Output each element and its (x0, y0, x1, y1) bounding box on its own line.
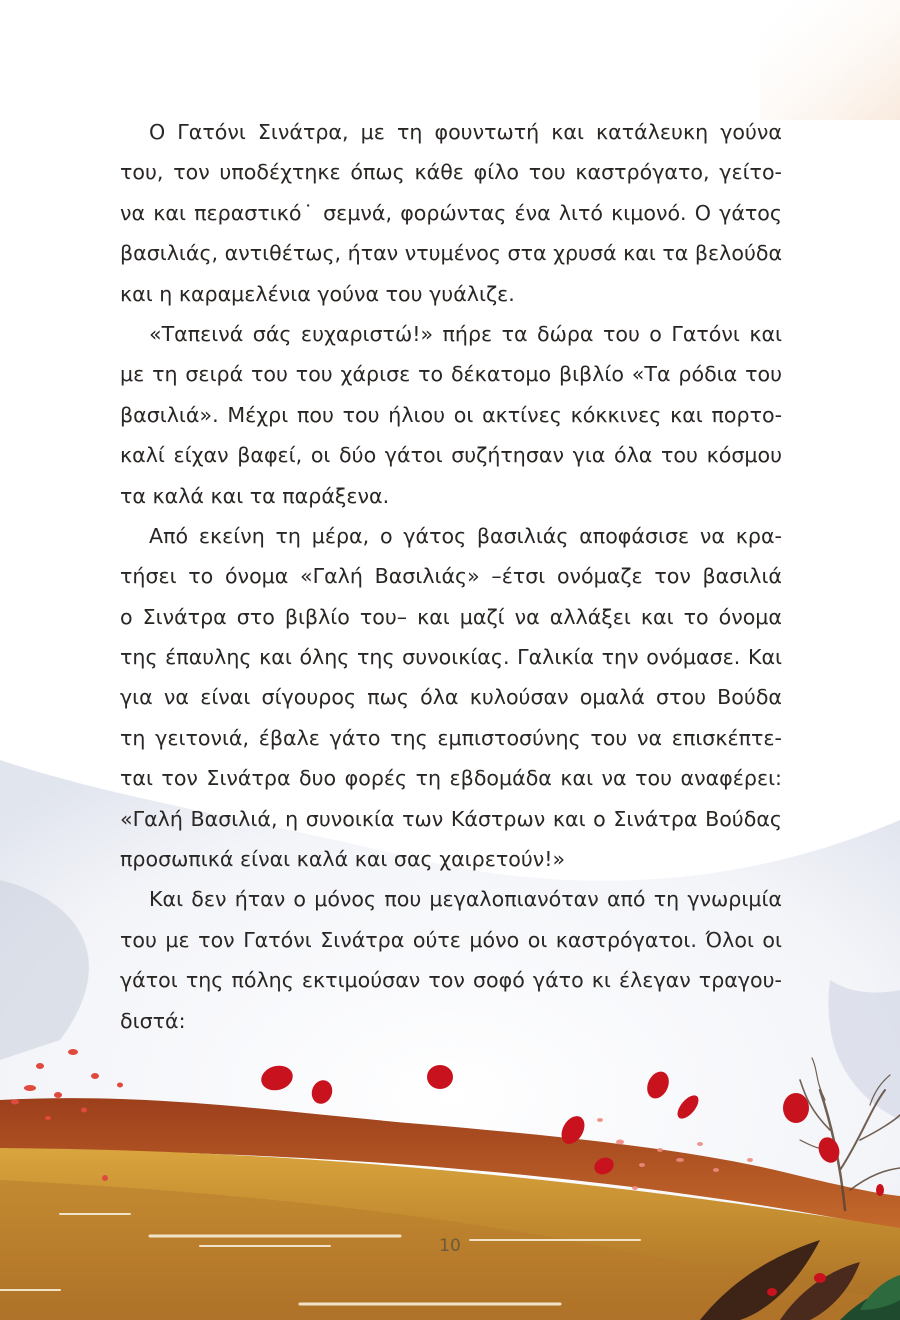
poppy-petal-icon (767, 1288, 777, 1296)
text-line: του με τον Γατόνι Σινάτρα ούτε μόνο οι καστρόγατοι. Όλοι οι (120, 927, 782, 952)
text-line: τήσει το όνομα «Γαλή Βασιλιάς» –έτσι ονόμαζε τον βασιλιά (120, 564, 782, 589)
text-line: καλί είχαν βαφεί, οι δύο γάτοι συζήτησαν για όλα του κόσμου (120, 443, 782, 468)
text-line: «Γαλή Βασιλιά, η συνοικία των Κάστρων και ο Σινάτρα Βούδας (120, 806, 782, 831)
text-line: Ο Γατόνι Σινάτρα, με τη φουντωτή και κατάλευκη γούνα (149, 120, 782, 144)
text-line: ται τον Σινάτρα δυο φορές τη εβδομάδα και να του αναφέρει: (120, 766, 782, 791)
text-line: για να είναι σίγουρος πως όλα κυλούσαν ομαλά στου Βούδα (120, 685, 782, 710)
text-line: βασιλιάς, αντιθέτως, ήταν ντυμένος στα χρυσά και τα βελούδα (120, 241, 783, 266)
text-line: τα καλά και τα παράξενα. (120, 483, 390, 508)
text-line: να και περαστικό˙ σεμνά, φορώντας ένα λιτό κιμονό. Ο γάτος (120, 200, 782, 225)
text-line: Από εκείνη τη μέρα, ο γάτος βασιλιάς αποφάσισε να κρα- (149, 523, 782, 548)
poppy-petal-icon (427, 1065, 453, 1089)
story-text (120, 112, 782, 1041)
text-line: διστά: (120, 1008, 186, 1033)
text-line: Και δεν ήταν ο μόνος που μεγαλοπιανόταν από τη γνωριμία (149, 887, 782, 912)
corner-tint (760, 0, 900, 120)
text-line: της έπαυλης και όλης της συνοικίας. Γαλικία την ονόμασε. Και (120, 645, 782, 670)
text-line: και η καραμελένια γούνα του γυάλιζε. (120, 281, 515, 306)
text-line: ο Σινάτρα στο βιβλίο του– και μαζί να αλλάξει και το όνομα (120, 604, 782, 629)
text-line: βασιλιά». Μέχρι που του ήλιου οι ακτίνες κόκκινες και πορτο- (120, 402, 782, 427)
text-line: με τη σειρά του του χάρισε το δέκατομο βιβλίο «Τα ρόδια του (120, 362, 782, 387)
text-line: τη γειτονιά, έβαλε γάτο της εμπιστοσύνης του να επισκέπτε- (120, 725, 782, 750)
text-line: γάτοι της πόλης εκτιμούσαν τον σοφό γάτο κι έλεγαν τραγου- (120, 968, 782, 993)
poppy-petal-icon (783, 1093, 809, 1123)
text-line: «Ταπεινά σάς ευχαριστώ!» πήρε τα δώρα του ο Γατόνι και (149, 321, 782, 346)
text-line: προσωπικά είναι καλά και σας χαιρετούν!» (120, 847, 566, 872)
poppy-petal-icon (876, 1184, 884, 1196)
text-line: του, τον υποδέχτηκε όπως κάθε φίλο του καστρόγατο, γείτο- (120, 160, 782, 185)
poppy-petal-icon (814, 1273, 826, 1283)
page-number: 10 (439, 1236, 461, 1256)
